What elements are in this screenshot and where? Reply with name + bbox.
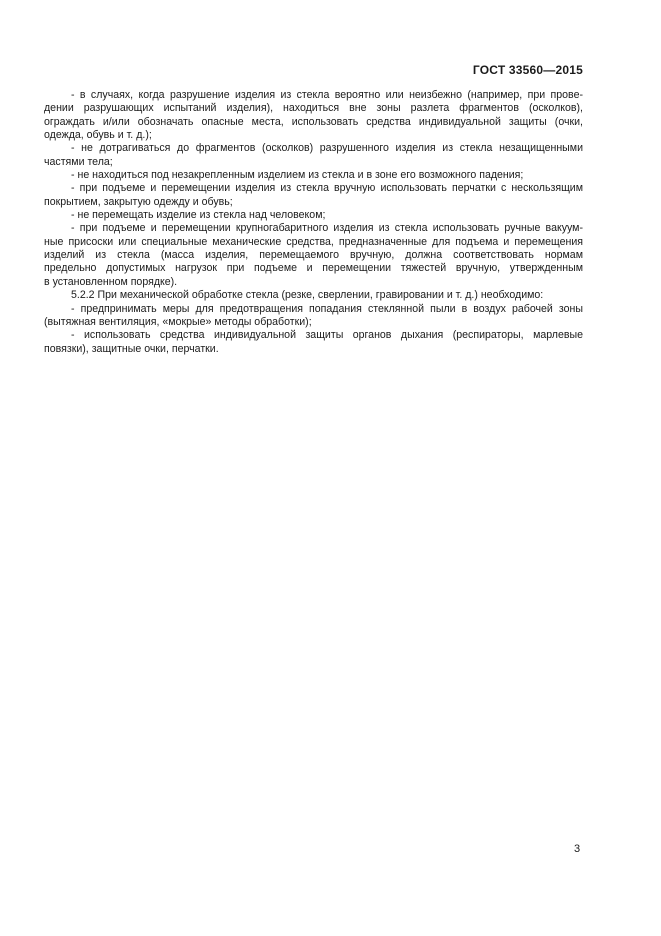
text-line: дении разрушающих испытаний изделия), находиться вне зоны разлета фрагментов (осколков), bbox=[44, 102, 583, 115]
list-item-paragraph bbox=[44, 182, 583, 209]
page-number: 3 bbox=[574, 843, 581, 855]
text-line: - при подъеме и перемещении изделия из стекла вручную использовать перчатки с нескользящим bbox=[71, 182, 583, 195]
list-item-paragraph bbox=[44, 169, 583, 182]
text-line: - использовать средства индивидуальной защиты органов дыхания (респираторы, марлевые bbox=[71, 329, 583, 342]
list-item-paragraph bbox=[44, 89, 583, 142]
text-line: ные присоски или специальные механические средства, предназначенные для подъема и перемещения bbox=[44, 235, 583, 248]
text-line: - предпринимать меры для предотвращения попадания стеклянной пыли в воздух рабочей зоны bbox=[71, 302, 583, 315]
text-line: в установленном порядке). bbox=[44, 275, 178, 288]
text-line: ограждать и/или обозначать опасные места, использовать средства индивидуальной защиты (очки, bbox=[44, 115, 583, 128]
text-line: - не перемещать изделие из стекла над человеком; bbox=[71, 209, 326, 222]
text-line: изделий из стекла (масса изделия, перемещаемого вручную, должна соответствовать нормам bbox=[44, 249, 583, 262]
list-item-paragraph bbox=[44, 329, 583, 356]
text-line: покрытием, закрытую одежду и обувь; bbox=[44, 195, 233, 208]
document-body bbox=[44, 89, 583, 356]
text-line: - при подъеме и перемещении крупногабаритного изделия из стекла использовать ручные вакуум- bbox=[71, 222, 583, 235]
text-line: - не находиться под незакрепленным изделием из стекла и в зоне его возможного падения; bbox=[71, 169, 524, 182]
text-line: одежда, обувь и т. д.); bbox=[44, 129, 152, 142]
text-line: 5.2.2 При механической обработке стекла (резке, сверлении, гравировании и т. д.) необходимо: bbox=[71, 289, 544, 302]
numbered-clause-paragraph bbox=[44, 289, 583, 302]
list-item-paragraph bbox=[44, 222, 583, 289]
text-line: - не дотрагиваться до фрагментов (осколков) разрушенного изделия из стекла незащищенными bbox=[71, 142, 583, 155]
text-line: повязки), защитные очки, перчатки. bbox=[44, 342, 219, 355]
text-line: частями тела; bbox=[44, 155, 113, 168]
list-item-paragraph bbox=[44, 142, 583, 169]
text-line: - в случаях, когда разрушение изделия из стекла вероятно или неизбежно (например, при прове- bbox=[71, 89, 583, 101]
document-code-header: ГОСТ 33560—2015 bbox=[472, 63, 583, 77]
text-line: (вытяжная вентиляция, «мокрые» методы обработки); bbox=[44, 315, 312, 328]
list-item-paragraph bbox=[44, 303, 583, 330]
list-item-paragraph bbox=[44, 209, 583, 222]
text-line: предельно допустимых нагрузок при подъеме и перемещении тяжестей вручную, утвержденным bbox=[44, 262, 583, 275]
